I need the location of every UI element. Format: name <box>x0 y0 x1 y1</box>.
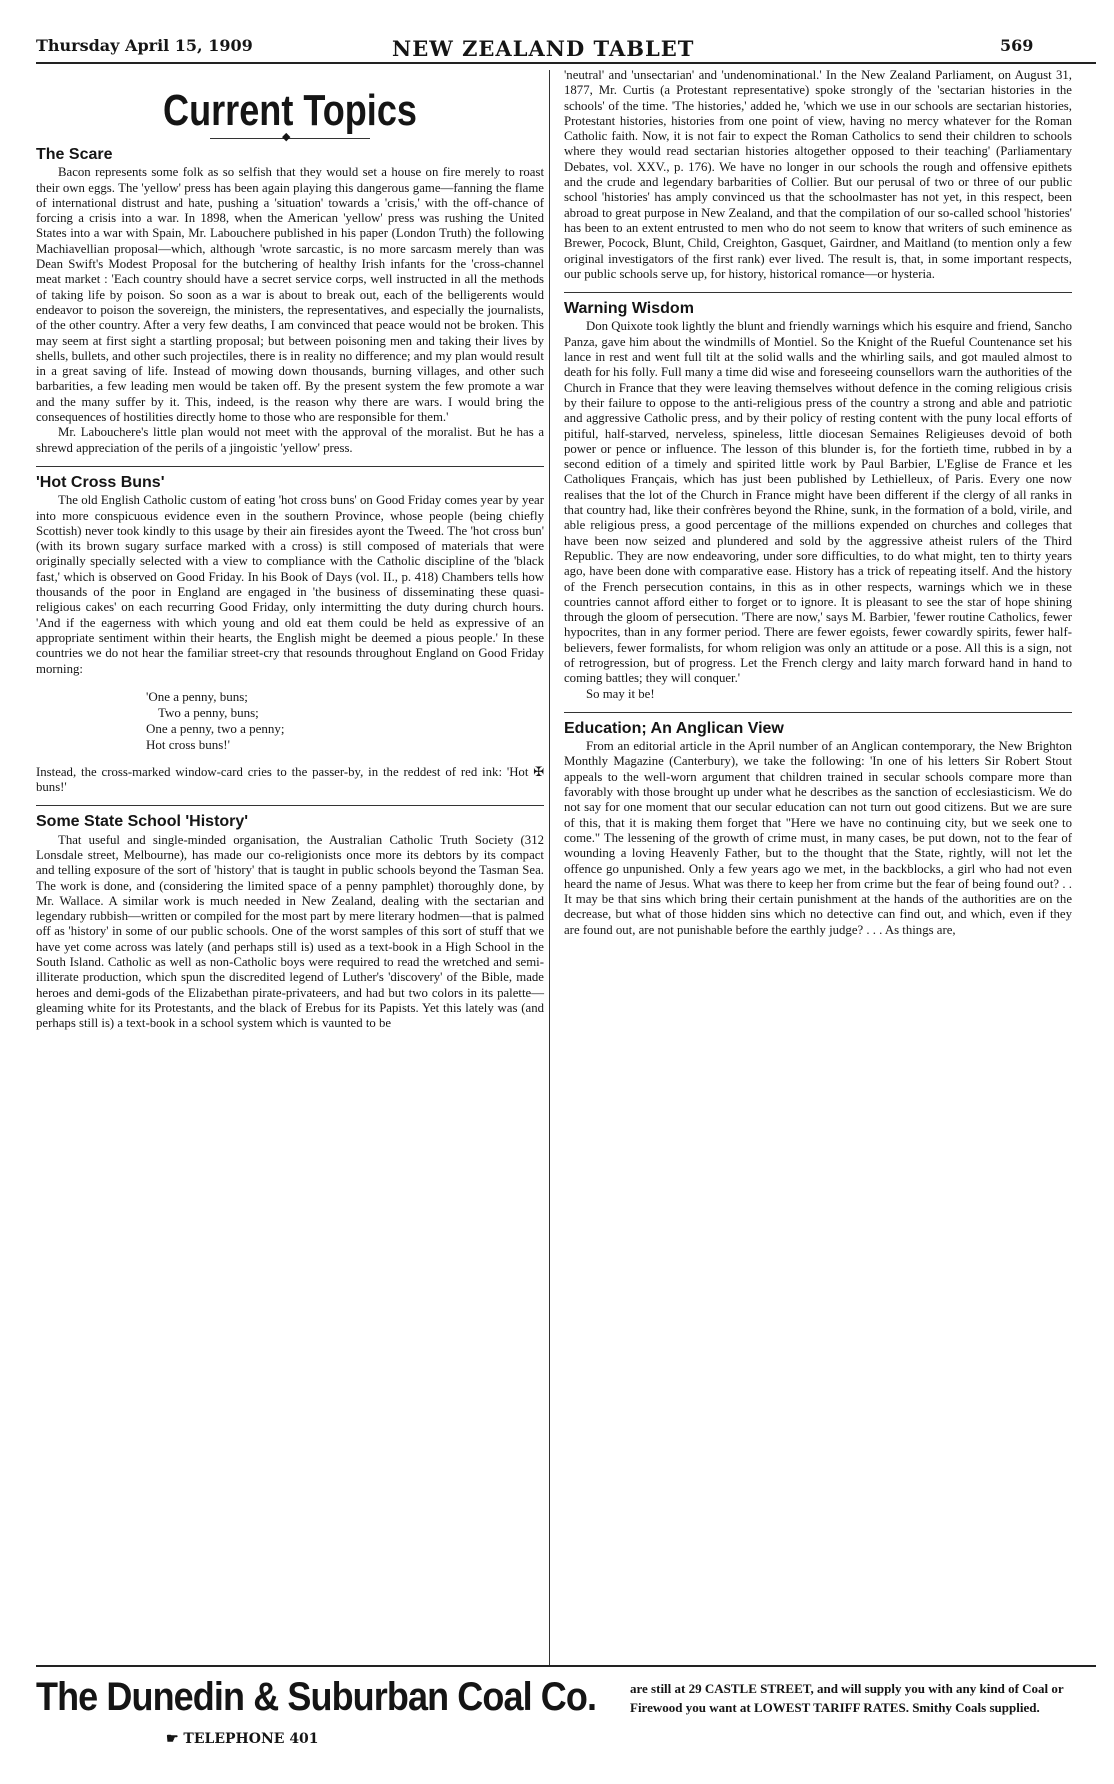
heading-state-school-history: Some State School 'History' <box>36 813 249 831</box>
state-school-paragraph-2: 'neutral' and 'unsectarian' and 'undenominational.' In the New Zealand Parliament, on August 31, 1877, Mr. Curtis (a Protestant representative) spoke strongly of the 'sectarian histories in the schools' of the time. 'The histories,' added he, 'which we use in our schools are sectarian histories, Protestant histories, histories from one point of view, having no mercy whatever for the Roman Catholic faith. Now, it is not fair to expect the Roman Catholics to send their children to schools where they would read sectarian histories altogether opposed to their teaching' (Parliamentary Debates, vol. XXV., p. 176). We have no longer in our schools the rough and offensive epithets and the crude and legendary barbarities of Collier. But our perusal of two or three of our public school 'histories' has amply convinced us that the schoolmaster has not yet, in this respect, been abroad to great purpose in New Zealand, and that the compilation of our so-called school 'histories' has been to an extent entrusted to men who do not seem to know that writers of such eminence as Brewer, Pocock, Blunt, Child, Creighton, Gasquet, Gairdner, and Maitland (to mention only a few original investigators of the first rank) ever lived. The result is, that, in some important respects, our public schools serve up, for history, historical romance—or hysteria. <box>564 68 1072 281</box>
buns-paragraph-1: The old English Catholic custom of eating 'hot cross buns' on Good Friday comes year by year into more conspicuous evidence even in the southern Province, whose people (being chiefly Scottish) never took kindly to this usage by their ain firesides ayont the Tweed. The 'hot cross bun' (with its brown sugary surface marked with a cross) is still composed of materials that were originally specially selected with a view to compliance with the Catholic discipline of the 'black fast,' which is observed on Good Friday. In his Book of Days (vol. II., p. 418) Chambers tells how thousands of the poor in England are engaged in 'the business of disseminating these quasi-religious cakes' on each recurring Good Friday, only intermitting the duty during church hours. 'And if the eagerness with which young and old eat them could be held as expressive of an appropriate sentiment within their hearts, the English might be deemed a pious people.' In these countries we do not hear the familiar street-cry that resounds throughout England on Good Friday morning: <box>36 493 544 676</box>
section-divider <box>564 292 1072 293</box>
section-divider <box>564 712 1072 713</box>
page-number: 569 <box>1000 36 1034 55</box>
warning-paragraph-2: So may it be! <box>586 686 655 701</box>
heading-warning-wisdom: Warning Wisdom <box>564 300 694 318</box>
state-school-paragraph-1: That useful and single-minded organisation, the Australian Catholic Truth Society (312 Lonsdale street, Melbourne), has made our co-religionists once more its debtors by its compact and telling exposure of the sort of 'history' that is taught in public schools beyond the Tasman Sea. The work is done, and (considering the limited space of a penny pamphlet) thoroughly done, by Mr. Wallace. A similar work is much needed in New Zealand, dealing with the sectarian and legendary rubbish—written or compiled for the most part by mere literary hodmen—that is palmed off as 'history' in some of our public schools. One of the worst samples of this sort of stuff that we have yet come across was lately (and perhaps still is) used as a text-book in a High School in the South Island. Catholic as well as non-Catholic boys were required to read the wretched and semi-illiterate production, which spun the discredited legend of Luther's 'discovery' of the Bible, made heroes and demi-gods of the Elizabethan pirate-privateers, and had but two colors in its palette—gleaming white for its Protestants, and the black of Erebus for its Papists. Yet this lately was (and perhaps still is) a text-book in a school system which is vaunted to be <box>36 832 544 1031</box>
ornament-rule <box>210 138 370 139</box>
section-divider <box>36 466 544 467</box>
heading-education-anglican-view: Education; An Anglican View <box>564 719 784 737</box>
publication-title: NEW ZEALAND TABLET <box>392 36 695 61</box>
education-paragraph-1: From an editorial article in the April number of an Anglican contemporary, the New Brighton Monthly Magazine (Canterbury), we take the following: 'In one of his letters Sir Robert Stout appeals to the well-worn argument that children trained in secular schools compare more than favorably with those brought up under what he describes as the sanction of ecclesiasticism. We do not say for one moment that our secular education can not turn out good citizens. But we are sure of this, that it is making them forget that "Here we have no continuing city, but we seek one to come." The lessening of the growth of crime must, in many cases, be put down, not to the fear of wounding a loving Heavenly Father, but to the thought that the State, rightly, will not let the offence go unpunished. Only a few years ago we met, in the backblocks, a girl who had not even heard the name of Jesus. What was there to keep her from crime but the fear of being found out? . . It may be that sins which bring their certain punishment at the hands of the authorities are on the decrease, but what of those hidden sins which no detective can find out, and which, even if they are found out, are not punishable before the earthly judge? . . . As things are, <box>564 739 1072 937</box>
verse-line: 'One a penny, buns; <box>146 688 248 704</box>
column-divider <box>549 70 550 1665</box>
page-header <box>0 36 1114 64</box>
scare-paragraph-1: Bacon represents some folk as so selfish that they would set a house on fire merely to roast their own eggs. The 'yellow' press has been again playing this dangerous game—fanning the flame of international distrust and hate, pushing a 'situation' towards a 'crisis,' with the off-chance of forcing a crisis into a war. In 1898, when the American 'yellow' press was rushing the United States into a war with Spain, Mr. Labouchere published in his paper (London Truth) the following Machiavellian proposal—which, although 'wrote sarcastic, is no more sarcasm merely than was Dean Swift's Modest Proposal for the butchering of healthy Irish infants for the 'cross-channel meat market : 'Each country should have a secret service corps, well instructed in all the methods of taking life by poison. So soon as a war is about to break out, each of the belligerents would endeavor to poison the sovereign, the ministers, the representatives, and especially the journalists, of the other country. After a very few deaths, I am convinced that peace would not be broken. This may seem at first sight a startling proposal; but between poisoning men and taking their lives by shells, bullets, and other such projectiles, there is in reality no difference; and my plan would result in a great saving of life. Instead of mowing down thousands, burning villages, and other such barbarities, a few leading men would be taken off. By the present system the few promote a war and the many suffer by it. This, indeed, is the reason why there are wars. I would bring the consequences of hostilities directly home to those who are responsible for them.' <box>36 165 544 425</box>
scare-paragraph-2: Mr. Labouchere's little plan would not meet with the approval of the moralist. But he has a shrewd appreciation of the perils of a jingoistic 'yellow' press. <box>36 425 544 455</box>
buns-paragraph-2: Instead, the cross-marked window-card cries to the passer-by, in the reddest of red ink: 'Hot ✠ buns!' <box>36 764 544 795</box>
advertiser-phone: ☛ TELEPHONE 401 <box>166 1731 319 1747</box>
advertisement-banner <box>36 1665 1096 1767</box>
advertiser-name: The Dunedin & Suburban Coal Co. <box>36 1675 597 1719</box>
left-column <box>36 68 544 1032</box>
verse-line: One a penny, two a penny; <box>146 720 285 736</box>
section-masthead: Current Topics <box>163 86 417 135</box>
header-rule <box>36 62 1096 64</box>
advertisement-text: are still at 29 CASTLE STREET, and will supply you with any kind of Coal or Firewood you want at LOWEST TARIFF RATES. Smithy Coals supplied. <box>630 1681 1064 1715</box>
verse-line: Hot cross buns!' <box>146 736 230 752</box>
issue-date: Thursday April 15, 1909 <box>36 36 253 55</box>
verse-line: Two a penny, buns; <box>158 704 259 720</box>
section-divider <box>36 805 544 806</box>
right-column <box>564 68 1072 938</box>
warning-paragraph-1: Don Quixote took lightly the blunt and friendly warnings which his esquire and friend, Sancho Panza, gave him about the windmills of Montiel. So the Knight of the Rueful Countenance set his lance in rest and went full tilt at the solid walls and the whirling sails, and got mauled almost to death for his folly. Full many a time did wise and foreseeing counsellors warn the authorities of the Church in France that they were leaving themselves without defence in the coming religious crisis by their failure to oppose to the anti-religious press of the country a strong and able and patriotic and aggressive Catholic press, and by their policy of resting content with the puny local efforts of pitiful, half-starved, nerveless, spineless, little diocesan Semaines Religieuses devoid of both power or pence or influence. The lesson of this blunder is, for the fortieth time, rubbed in by a second edition of a timely and spirited little work by Paul Barbier, L'Eglise de France et les Catholiques Français, which has just been published by Lethielleux, of Paris. Every one now realises that the lot of the Church in France might have been different if the clergy of all ranks in that country had, like their confrères beyond the Rhine, sunk, in the formation of a bold, virile, and able religious press, a good percentage of the millions expended on churches and colleges that have been now seized and plundered and sold by the aggressive atheist rulers of the Third Republic. They are now endeavoring, under sore difficulties, to do what might, ten to thirty years ago, have been done with comparative ease. History has a trick of repeating itself. And the history of the French persecution contains, in this as in other respects, warnings which we in these countries cannot afford either to forget or to ignore. It is pleasant to see the star of hope shining through the gloom of persecution. 'There are now,' says M. Barbier, 'fewer routine Catholics, fewer hypocrites, than in any former period. There are fewer egoists, fewer cowardly spirits, fewer half-believers, fewer formalists, for whom religion was only an attitude or a pose. All this is a sign, not of retrogression, but of progress. Let the French clergy and laity march forward hand in hand to coming battles; they will conquer.' <box>564 319 1072 686</box>
street-cry-verse <box>146 689 544 753</box>
heading-hot-cross-buns: 'Hot Cross Buns' <box>36 473 165 491</box>
heading-the-scare: The Scare <box>36 146 113 163</box>
